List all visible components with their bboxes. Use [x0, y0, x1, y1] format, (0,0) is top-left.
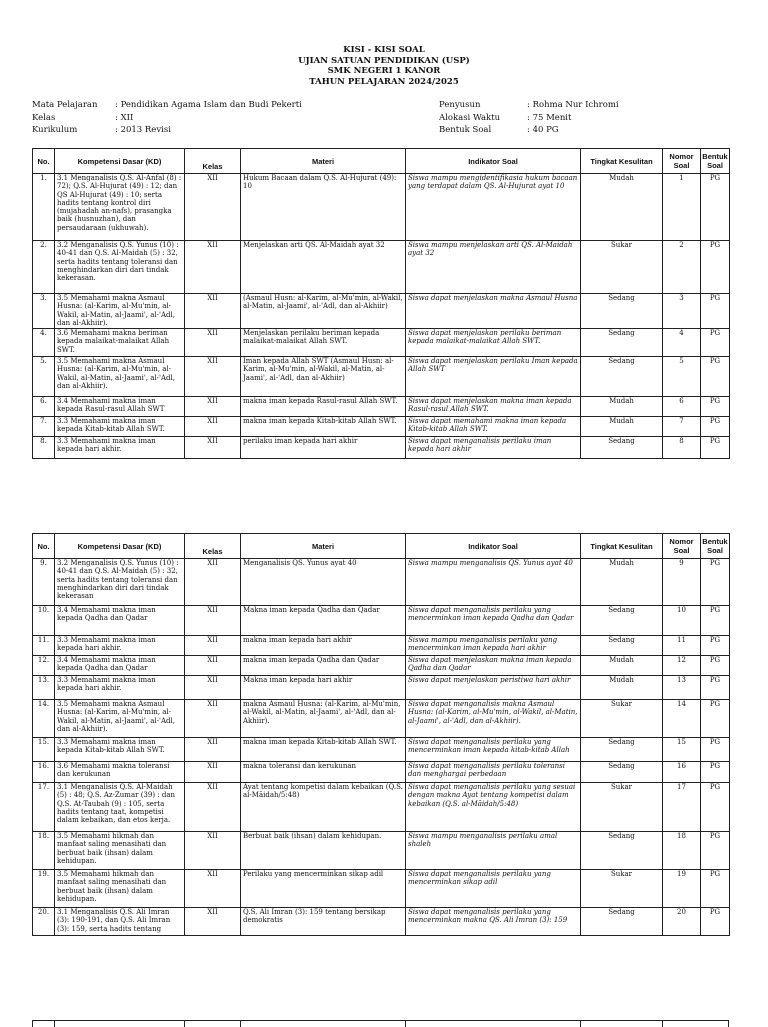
indikator-cell: Siswa dapat menjelaskan makna Asmaul Husna [406, 294, 581, 329]
kelas-cell: XII [185, 174, 241, 241]
kelas-cell: XII [185, 241, 241, 294]
kompetensi-dasar-cell: 3.5 Memahami hikmah dan manfaat saling menasihati dan berbuat baik (ihsan) dalam kehidupan. [55, 870, 185, 908]
indikator-cell: Siswa dapat menjelaskan perilaku beriman kepada malaikat-malaikat Allah SWT. [406, 329, 581, 357]
table-row [33, 417, 730, 437]
tingkat-kesulitan-cell: Sukar [581, 783, 663, 832]
indikator-cell: Siswa dapat menganalisis perilaku yang mencerminkan iman kepada Qadha dan Qadar [406, 606, 581, 636]
column-header-tingkat: Tingkat Kesulitan [581, 149, 663, 174]
tingkat-kesulitan-cell: Sukar [581, 700, 663, 738]
meta-label: Mata Pelajaran [32, 100, 98, 110]
bentuk-soal-cell: PG [701, 700, 730, 738]
tingkat-kesulitan-cell: Sukar [581, 870, 663, 908]
table-row [33, 676, 730, 700]
column-header-kelas: Kelas [185, 149, 241, 174]
bentuk-soal-cell: PG [701, 762, 730, 783]
materi-cell: Berbuat baik (ihsan) dalam kehidupan. [241, 832, 406, 870]
materi-cell: Hukum Bacaan dalam Q.S. Al-Hujurat (49): 10 [241, 174, 406, 241]
tingkat-kesulitan-cell: Sedang [581, 636, 663, 656]
column-header-no: No. [33, 534, 55, 559]
row-number: 8. [33, 437, 55, 459]
indikator-cell: Siswa mampu menganalisis perilaku yang mencerminkan iman kepada hari akhir [406, 636, 581, 656]
meta-value: : 75 Menit [527, 112, 572, 123]
row-number: 15. [33, 738, 55, 762]
table-row [33, 437, 730, 459]
indikator-cell: Siswa dapat memahami makna iman kepada Kitab-kitab Allah SWT. [406, 417, 581, 437]
nomor-soal-cell: 7 [663, 417, 701, 437]
materi-cell: makna iman kepada Kitab-kitab Allah SWT. [241, 417, 406, 437]
nomor-soal-cell: 14 [663, 700, 701, 738]
materi-cell: Q.S. Ali Imran (3): 159 tentang bersikap demokratis [241, 908, 406, 936]
materi-cell: (Asmaul Husn: al-Karim, al-Mu'min, al-Wakil, al-Matin, al-Jaami', al-'Adl, dan al-Akhiir) [241, 294, 406, 329]
meta-label: Penyusun [439, 100, 481, 110]
kompetensi-dasar-cell: 3.4 Memahami makna iman kepada Qadha dan Qadar [55, 656, 185, 676]
kompetensi-dasar-cell: 3.1 Menganalisis Q.S. Al-Maidah (5) : 48; Q.S. Az-Zumar (39) : dan Q.S. At-Taubah (9) : 105, serta hadits tentang taat, kompetisi dalam kebaikan, dan etos kerja. [55, 783, 185, 832]
kompetensi-dasar-cell: 3.4 Memahami makna iman kepada Rasul-rasul Allah SWT [55, 397, 185, 417]
column-header-kd: Kompetensi Dasar (KD) [55, 149, 185, 174]
row-number: 10. [33, 606, 55, 636]
tingkat-kesulitan-cell: Mudah [581, 559, 663, 606]
kelas-cell: XII [185, 636, 241, 656]
meta-label: Bentuk Soal [439, 125, 492, 135]
meta-left [32, 99, 302, 137]
document-header [0, 45, 768, 87]
materi-cell: makna toleransi dan kerukunan [241, 762, 406, 783]
indikator-cell: Siswa dapat menjelaskan peristiwa hari akhir [406, 676, 581, 700]
kompetensi-dasar-cell: 3.3 Memahami makna iman kepada hari akhir. [55, 636, 185, 656]
tingkat-kesulitan-cell: Sedang [581, 908, 663, 936]
indikator-cell: Siswa dapat menganalisis perilaku yang mencerminkan iman kepada kitab-kitab Allah [406, 738, 581, 762]
kisi-table-2 [32, 533, 730, 936]
column-header-indikator: Indikator Soal [406, 534, 581, 559]
kelas-cell: XII [185, 832, 241, 870]
nomor-soal-cell: 3 [663, 294, 701, 329]
bentuk-soal-cell: PG [701, 294, 730, 329]
kompetensi-dasar-cell: 3.5 Memahami makna Asmaul Husna: (al-Karim, al-Mu'min, al-Wakil, al-Matin, al-Jaami', al-'Adl, dan al-Akhiir). [55, 357, 185, 397]
materi-cell: Makna iman kepada Qadha dan Qadar [241, 606, 406, 636]
tingkat-kesulitan-cell: Sedang [581, 357, 663, 397]
indikator-cell: Siswa dapat menganalisis makna Asmaul Husna: (al-Karim, al-Mu'min, al-Wakil, al-Matin, al-Jaami', al-'Adl, dan al-Akhiir). [406, 700, 581, 738]
tingkat-kesulitan-cell: Mudah [581, 417, 663, 437]
meta-value: : 2013 Revisi [115, 125, 171, 135]
table-row [33, 241, 730, 294]
table-row [33, 762, 730, 783]
kelas-cell: XII [185, 908, 241, 936]
materi-cell: makna iman kepada Rasul-rasul Allah SWT. [241, 397, 406, 417]
column-header-materi: Materi [241, 149, 406, 174]
row-number: 14. [33, 700, 55, 738]
kelas-cell: XII [185, 676, 241, 700]
nomor-soal-cell: 18 [663, 832, 701, 870]
bentuk-soal-cell: PG [701, 636, 730, 656]
meta-label: Alokasi Waktu [439, 112, 501, 123]
kompetensi-dasar-cell: 3.3 Memahami makna iman kepada hari akhir. [55, 676, 185, 700]
materi-cell: perilaku iman kepada hari akhir [241, 437, 406, 459]
bentuk-soal-cell: PG [701, 676, 730, 700]
materi-cell: Iman kepada Allah SWT (Asmaul Husn: al-Karim, al-Mu'min, al-Wakil, al-Matin, al-Jaami', al-'Adl, dan al-Akhiir) [241, 357, 406, 397]
indikator-cell: Siswa dapat menganalisis perilaku yang sesuai dengan makna Ayat tentang kompetisi dalam kebaikan (Q.S. al-Māidah/5:48) [406, 783, 581, 832]
column-header-materi: Materi [241, 534, 406, 559]
table-row [33, 606, 730, 636]
bentuk-soal-cell: PG [701, 329, 730, 357]
kelas-cell: XII [185, 357, 241, 397]
kompetensi-dasar-cell: 3.6 Memahami makna beriman kepada malaikat-malaikat Allah SWT. [55, 329, 185, 357]
kompetensi-dasar-cell: 3.1 Menganalisis Q.S. Al-Anfal (8) : 72); Q.S. Al-Hujurat (49) : 12; dan QS Al-Hujurat (49) : 10; serta hadits tentang kontrol diri (mujahadah an-nafs), prasangka baik (husnuzhan), dan persaudaraan (ukhuwah). [55, 174, 185, 241]
nomor-soal-cell: 20 [663, 908, 701, 936]
materi-cell: makna iman kepada Qadha dan Qadar [241, 656, 406, 676]
table-header-row [33, 534, 730, 559]
column-header-bentuk: Bentuk Soal [701, 534, 730, 559]
kompetensi-dasar-cell: 3.3 Memahami makna iman kepada hari akhir. [55, 437, 185, 459]
kelas-cell: XII [185, 417, 241, 437]
table-row [33, 397, 730, 417]
tingkat-kesulitan-cell: Mudah [581, 676, 663, 700]
kompetensi-dasar-cell: 3.5 Memahami makna Asmaul Husna: (al-Karim, al-Mu'min, al-Wakil, al-Matin, al-Jaami', al-'Adl, dan al-Akhiir). [55, 294, 185, 329]
kompetensi-dasar-cell: 3.4 Memahami makna iman kepada Qadha dan Qadar [55, 606, 185, 636]
row-number: 11. [33, 636, 55, 656]
kompetensi-dasar-cell: 3.2 Menganalisis Q.S. Yunus (10) : 40-41 dan Q.S. Al-Maidah (5) : 32, serta hadits tentang toleransi dan menghindarkan diri dari tindak kekerasan. [55, 241, 185, 294]
row-number: 16. [33, 762, 55, 783]
table-row [33, 738, 730, 762]
nomor-soal-cell: 13 [663, 676, 701, 700]
tingkat-kesulitan-cell: Sedang [581, 437, 663, 459]
tingkat-kesulitan-cell: Mudah [581, 174, 663, 241]
bentuk-soal-cell: PG [701, 174, 730, 241]
tingkat-kesulitan-cell: Sukar [581, 241, 663, 294]
nomor-soal-cell: 4 [663, 329, 701, 357]
nomor-soal-cell: 12 [663, 656, 701, 676]
meta-label: Kelas [32, 112, 56, 123]
nomor-soal-cell: 9 [663, 559, 701, 606]
kelas-cell: XII [185, 656, 241, 676]
bentuk-soal-cell: PG [701, 357, 730, 397]
row-number: 4. [33, 329, 55, 357]
column-header-bentuk: Bentuk Soal [701, 149, 730, 174]
row-number: 3. [33, 294, 55, 329]
bentuk-soal-cell: PG [701, 559, 730, 606]
row-number: 6. [33, 397, 55, 417]
nomor-soal-cell: 11 [663, 636, 701, 656]
row-number: 12. [33, 656, 55, 676]
row-number: 7. [33, 417, 55, 437]
tingkat-kesulitan-cell: Sedang [581, 329, 663, 357]
bentuk-soal-cell: PG [701, 870, 730, 908]
nomor-soal-cell: 8 [663, 437, 701, 459]
table-row [33, 783, 730, 832]
header-school: SMK NEGERI 1 KANOR [327, 66, 441, 76]
indikator-cell: Siswa mampu menganalisis QS. Yunus ayat 40 [406, 559, 581, 606]
nomor-soal-cell: 16 [663, 762, 701, 783]
materi-cell: makna iman kepada Kitab-kitab Allah SWT. [241, 738, 406, 762]
tingkat-kesulitan-cell: Mudah [581, 656, 663, 676]
bentuk-soal-cell: PG [701, 606, 730, 636]
kelas-cell: XII [185, 783, 241, 832]
row-number: 19. [33, 870, 55, 908]
tingkat-kesulitan-cell: Sedang [581, 294, 663, 329]
kisi-table-1 [32, 148, 730, 459]
table-row [33, 870, 730, 908]
materi-cell: makna Asmaul Husna: (al-Karim, al-Mu'min, al-Wakil, al-Matin, al-Jaami', al-'Adl, dan al-Akhiir). [241, 700, 406, 738]
bentuk-soal-cell: PG [701, 738, 730, 762]
table-row [33, 329, 730, 357]
table-header-row [33, 149, 730, 174]
column-header-nomor: Nomor Soal [663, 534, 701, 559]
bentuk-soal-cell: PG [701, 656, 730, 676]
tingkat-kesulitan-cell: Sedang [581, 606, 663, 636]
bentuk-soal-cell: PG [701, 241, 730, 294]
meta-right [439, 99, 619, 137]
table-row [33, 832, 730, 870]
kompetensi-dasar-cell: 3.5 Memahami makna Asmaul Husna: (al-Karim, al-Mu'min, al-Wakil, al-Matin, al-Jaami', al-'Adl, dan al-Akhiir). [55, 700, 185, 738]
nomor-soal-cell: 6 [663, 397, 701, 417]
kelas-cell: XII [185, 294, 241, 329]
nomor-soal-cell: 10 [663, 606, 701, 636]
table-row [33, 174, 730, 241]
kelas-cell: XII [185, 606, 241, 636]
kompetensi-dasar-cell: 3.1 Menganalisis Q.S. Ali Imran (3): 190-191, dan Q.S. Ali Imran (3): 159, serta hadits tentang [55, 908, 185, 936]
kelas-cell: XII [185, 559, 241, 606]
kompetensi-dasar-cell: 3.5 Memahami hikmah dan manfaat saling menasihati dan berbuat baik (ihsan) dalam kehidupan. [55, 832, 185, 870]
indikator-cell: Siswa dapat menjelaskan makna iman kepada Rasul-rasul Allah SWT. [406, 397, 581, 417]
header-title: KISI - KISI SOAL [343, 45, 425, 55]
table-row [33, 700, 730, 738]
indikator-cell: Siswa dapat menganalisis perilaku yang mencerminkan makna QS. Ali Imran (3): 159 [406, 908, 581, 936]
indikator-cell: Siswa dapat menjelaskan perilaku Iman kepada Allah SWT [406, 357, 581, 397]
indikator-cell: Siswa mampu menjelaskan arti QS. Al-Maidah ayat 32 [406, 241, 581, 294]
materi-cell: Menjelaskan perilaku beriman kepada malaikat-malaikat Allah SWT. [241, 329, 406, 357]
column-header-tingkat: Tingkat Kesulitan [581, 534, 663, 559]
materi-cell: makna iman kepada hari akhir [241, 636, 406, 656]
row-number: 18. [33, 832, 55, 870]
row-number: 1. [33, 174, 55, 241]
bentuk-soal-cell: PG [701, 417, 730, 437]
column-header-indikator: Indikator Soal [406, 149, 581, 174]
materi-cell: Perilaku yang mencerminkan sikap adil [241, 870, 406, 908]
column-header-no: No. [33, 149, 55, 174]
tingkat-kesulitan-cell: Sedang [581, 832, 663, 870]
column-header-kd: Kompetensi Dasar (KD) [55, 534, 185, 559]
indikator-cell: Siswa dapat menganalisis perilaku iman kepada hari akhir [406, 437, 581, 459]
tingkat-kesulitan-cell: Sedang [581, 762, 663, 783]
kompetensi-dasar-cell: 3.2 Menganalisis Q.S. Yunus (10) : 40-41 dan Q.S. Al-Maidah (5) : 32, serta hadits tentang toleransi dan menghindarkan diri dari tindak kekerasan [55, 559, 185, 606]
row-number: 17. [33, 783, 55, 832]
meta-label: Kurikulum [32, 125, 78, 135]
kompetensi-dasar-cell: 3.6 Memahami makna toleransi dan kerukunan [55, 762, 185, 783]
indikator-cell: Siswa dapat menganalisis perilaku yang mencerminkan sikap adil [406, 870, 581, 908]
tingkat-kesulitan-cell: Mudah [581, 397, 663, 417]
bentuk-soal-cell: PG [701, 437, 730, 459]
header-year: TAHUN PELAJARAN 2024/2025 [309, 76, 459, 87]
nomor-soal-cell: 17 [663, 783, 701, 832]
kelas-cell: XII [185, 437, 241, 459]
meta-value: : XII [115, 112, 134, 123]
kelas-cell: XII [185, 762, 241, 783]
nomor-soal-cell: 5 [663, 357, 701, 397]
table-row [33, 559, 730, 606]
meta-value: : 40 PG [527, 125, 559, 135]
meta-value: : Rohma Nur Ichromi [527, 100, 619, 110]
tingkat-kesulitan-cell: Sedang [581, 738, 663, 762]
column-header-nomor: Nomor Soal [663, 149, 701, 174]
row-number: 20. [33, 908, 55, 936]
kelas-cell: XII [185, 700, 241, 738]
materi-cell: Menjelaskan arti QS. Al-Maidah ayat 32 [241, 241, 406, 294]
materi-cell: Makna iman kepada hari akhir [241, 676, 406, 700]
header-exam: UJIAN SATUAN PENDIDIKAN (USP) [298, 55, 470, 66]
table-row [33, 636, 730, 656]
nomor-soal-cell: 2 [663, 241, 701, 294]
table-row [33, 656, 730, 676]
indikator-cell: Siswa mampu mengidentifikasia hukum bacaan yang terdapat dalam QS. Al-Hujurat ayat 10 [406, 174, 581, 241]
kelas-cell: XII [185, 329, 241, 357]
row-number: 9. [33, 559, 55, 606]
table-row [33, 294, 730, 329]
row-number: 13. [33, 676, 55, 700]
kompetensi-dasar-cell: 3.3 Memahami makna iman kepada Kitab-kitab Allah SWT. [55, 417, 185, 437]
row-number: 5. [33, 357, 55, 397]
indikator-cell: Siswa dapat menjelaskan makna iman kepada Qadha dan Qadar [406, 656, 581, 676]
column-header-kelas: Kelas [185, 534, 241, 559]
materi-cell: Menganalisis QS. Yunus ayat 40 [241, 559, 406, 606]
nomor-soal-cell: 15 [663, 738, 701, 762]
meta-value: : Pendidikan Agama Islam dan Budi Pekerti [115, 100, 302, 110]
table-row [33, 908, 730, 936]
materi-cell: Ayat tentang kompetisi dalam kebaikan (Q.S. al-Māidah/5:48) [241, 783, 406, 832]
table-row [33, 357, 730, 397]
indikator-cell: Siswa mampu menganalisis perilaku amal shaleh [406, 832, 581, 870]
indikator-cell: Siswa dapat menganalisis perilaku toleransi dan menghargai perbedaan [406, 762, 581, 783]
bentuk-soal-cell: PG [701, 397, 730, 417]
nomor-soal-cell: 19 [663, 870, 701, 908]
bentuk-soal-cell: PG [701, 783, 730, 832]
row-number: 2. [33, 241, 55, 294]
kelas-cell: XII [185, 738, 241, 762]
bentuk-soal-cell: PG [701, 832, 730, 870]
kelas-cell: XII [185, 397, 241, 417]
nomor-soal-cell: 1 [663, 174, 701, 241]
bentuk-soal-cell: PG [701, 908, 730, 936]
kompetensi-dasar-cell: 3.3 Memahami makna iman kepada Kitab-kitab Allah SWT. [55, 738, 185, 762]
kelas-cell: XII [185, 870, 241, 908]
